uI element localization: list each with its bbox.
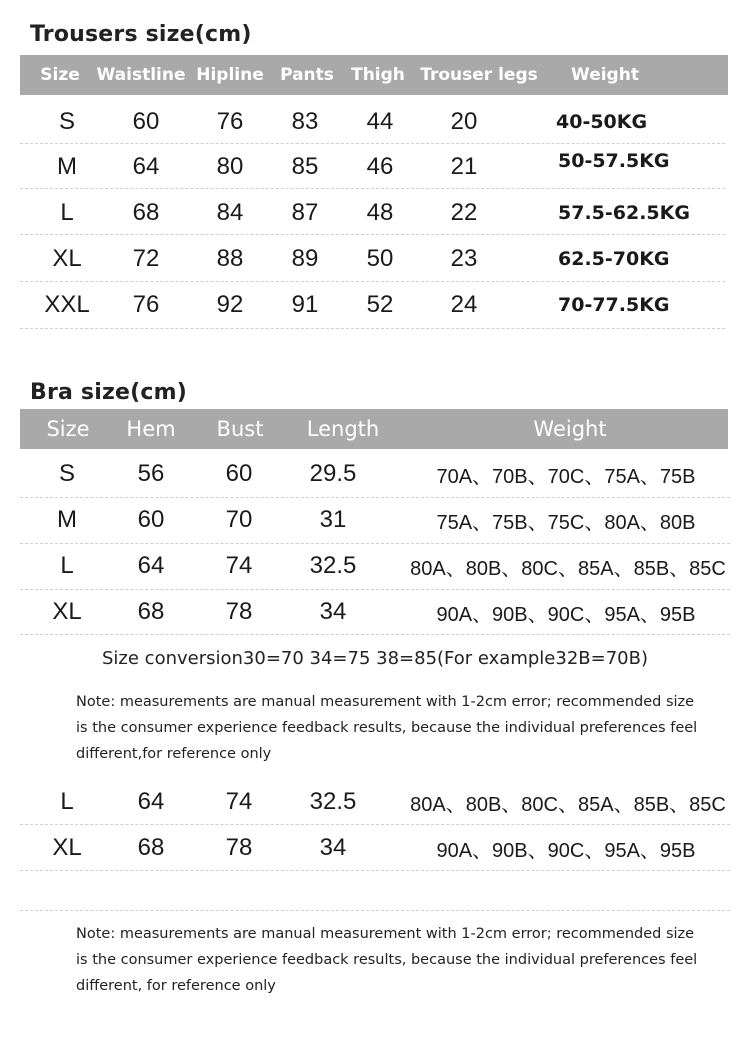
cell-weight: 70-77.5KG	[558, 294, 670, 316]
cell-size: S	[58, 460, 75, 487]
cell-size: XL	[52, 598, 82, 625]
cell-thigh: 50	[366, 245, 394, 272]
cell-waistline: 76	[132, 291, 160, 318]
cell-weight: 80A、80B、80C、85A、85B、85C	[410, 557, 726, 580]
cell-weight: 80A、80B、80C、85A、85B、85C	[410, 793, 726, 816]
cell-trouser-legs: 20	[450, 108, 478, 135]
bra-row	[0, 780, 750, 824]
bra-row	[0, 826, 750, 870]
measurement-note	[76, 689, 716, 767]
row-divider	[20, 188, 725, 189]
trousers-header-size: Size	[40, 65, 80, 85]
bra-row	[0, 544, 750, 588]
trousers-header-waistline: Waistline	[96, 65, 186, 85]
cell-length: 31	[319, 506, 347, 533]
cell-hipline: 80	[216, 153, 244, 180]
bra-header-size: Size	[46, 417, 90, 441]
trousers-header-thigh: Thigh	[351, 65, 405, 85]
cell-length: 29.5	[309, 460, 357, 487]
cell-hem: 68	[137, 834, 165, 861]
cell-pants: 83	[291, 108, 319, 135]
cell-size: XXL	[44, 291, 90, 318]
trousers-header-pants: Pants	[280, 65, 334, 85]
cell-waistline: 68	[132, 199, 160, 226]
bra-header-weight: Weight	[533, 417, 607, 441]
row-divider	[20, 910, 730, 911]
note-line: different, for reference only	[76, 978, 276, 994]
trousers-header-trouser-legs: Trouser legs	[420, 65, 538, 85]
note-line: is the consumer experience feedback results, because the individual preferences feel	[76, 720, 698, 736]
bra-row	[0, 498, 750, 542]
cell-weight: 90A、90B、90C、95A、95B	[436, 603, 696, 626]
cell-trouser-legs: 22	[450, 199, 478, 226]
cell-size: M	[57, 506, 77, 533]
cell-hem: 68	[137, 598, 165, 625]
cell-thigh: 52	[366, 291, 394, 318]
cell-size: M	[57, 153, 77, 180]
bra-title: Bra size(cm)	[30, 380, 187, 405]
cell-trouser-legs: 21	[450, 153, 478, 180]
cell-thigh: 46	[366, 153, 394, 180]
bra-row	[0, 452, 750, 496]
cell-length: 32.5	[309, 788, 357, 815]
measurement-note-bottom	[76, 921, 716, 999]
cell-hem: 60	[137, 506, 165, 533]
cell-bust: 74	[225, 552, 253, 579]
cell-pants: 89	[291, 245, 319, 272]
cell-size: L	[60, 788, 74, 815]
trousers-row	[0, 100, 750, 144]
cell-bust: 78	[225, 598, 253, 625]
row-divider	[20, 328, 725, 329]
cell-hipline: 84	[216, 199, 244, 226]
cell-thigh: 44	[366, 108, 394, 135]
row-divider	[20, 870, 730, 871]
cell-length: 32.5	[309, 552, 357, 579]
cell-waistline: 72	[132, 245, 160, 272]
cell-trouser-legs: 24	[450, 291, 478, 318]
note-line: is the consumer experience feedback results, because the individual preferences feel	[76, 952, 698, 968]
cell-bust: 78	[225, 834, 253, 861]
cell-bust: 60	[225, 460, 253, 487]
cell-bust: 74	[225, 788, 253, 815]
cell-hipline: 76	[216, 108, 244, 135]
trousers-header	[20, 55, 728, 95]
row-divider	[20, 824, 730, 825]
row-divider	[20, 234, 725, 235]
cell-weight: 62.5-70KG	[558, 248, 670, 270]
cell-size: L	[60, 552, 74, 579]
cell-bust: 70	[225, 506, 253, 533]
trousers-row	[0, 283, 750, 327]
cell-size: L	[60, 199, 74, 226]
cell-size: XL	[52, 834, 82, 861]
row-divider	[20, 281, 725, 282]
cell-weight: 90A、90B、90C、95A、95B	[436, 839, 696, 862]
trousers-row	[0, 191, 750, 235]
cell-size: XL	[52, 245, 82, 272]
cell-pants: 85	[291, 153, 319, 180]
bra-header-length: Length	[306, 417, 380, 441]
bra-header-bust: Bust	[216, 417, 264, 441]
cell-weight: 57.5-62.5KG	[558, 202, 690, 224]
cell-waistline: 64	[132, 153, 160, 180]
cell-weight: 40-50KG	[556, 111, 648, 133]
trousers-header-weight: Weight	[571, 65, 639, 85]
cell-size: S	[58, 108, 75, 135]
note-line: Note: measurements are manual measurement with 1-2cm error; recommended size	[76, 926, 695, 942]
bra-header-hem: Hem	[126, 417, 176, 441]
cell-waistline: 60	[132, 108, 160, 135]
note-line: different,for reference only	[76, 746, 272, 762]
trousers-header-hipline: Hipline	[196, 65, 264, 85]
cell-pants: 91	[291, 291, 319, 318]
cell-hem: 56	[137, 460, 165, 487]
bra-header	[20, 409, 728, 449]
trousers-row	[0, 145, 750, 189]
cell-weight: 50-57.5KG	[558, 150, 670, 172]
cell-hipline: 88	[216, 245, 244, 272]
trousers-title: Trousers size(cm)	[30, 22, 252, 47]
bra-row	[0, 590, 750, 634]
cell-length: 34	[319, 598, 347, 625]
cell-weight: 75A、75B、75C、80A、80B	[436, 511, 696, 534]
cell-hipline: 92	[216, 291, 244, 318]
cell-thigh: 48	[366, 199, 394, 226]
note-line: Note: measurements are manual measurement with 1-2cm error; recommended size	[76, 694, 695, 710]
cell-hem: 64	[137, 788, 165, 815]
cell-length: 34	[319, 834, 347, 861]
trousers-row	[0, 237, 750, 281]
cell-pants: 87	[291, 199, 319, 226]
row-divider	[20, 634, 730, 635]
cell-weight: 70A、70B、70C、75A、75B	[436, 465, 696, 488]
size-conversion-note: Size conversion30=70 34=75 38=85(For example32B=70B)	[102, 648, 648, 669]
cell-hem: 64	[137, 552, 165, 579]
cell-trouser-legs: 23	[450, 245, 478, 272]
